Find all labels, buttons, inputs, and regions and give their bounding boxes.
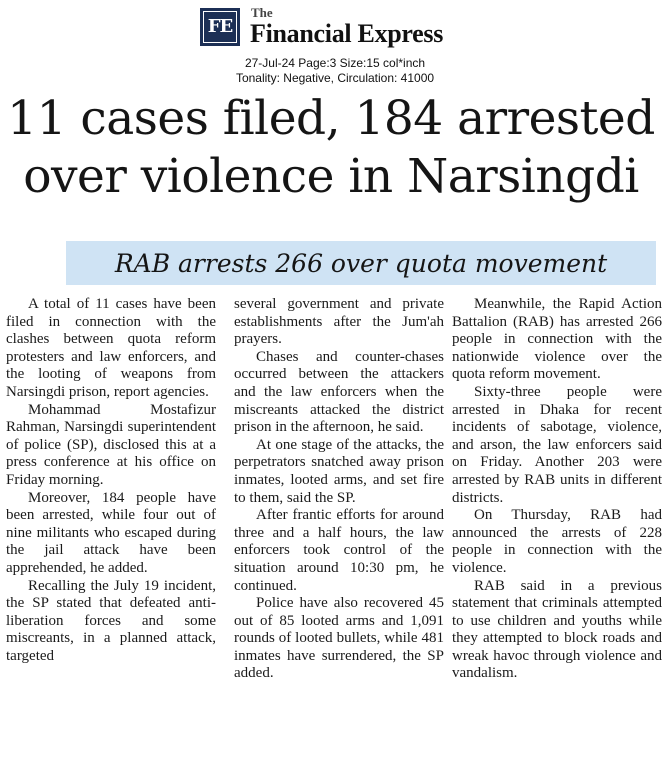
- paragraph: Moreover, 184 people have been arrested, while four out of nine militants who escaped during the jail attack have been apprehended, he added.: [6, 489, 216, 576]
- masthead-the: The: [251, 5, 273, 20]
- paragraph: Recalling the July 19 incident, the SP stated that defeated anti-liberation forces and some miscreants, in a planned attack, targeted: [6, 577, 216, 664]
- paragraph: Chases and counter-chases occurred between the attackers and the law enforcers when the miscreants attacked the district prison in the afternoon, he said.: [234, 348, 444, 436]
- masthead: [200, 6, 470, 50]
- paragraph: Sixty-three people were arrested in Dhaka for recent incidents of sabotage, violence, and arson, the law enforcers said on Friday. Another 203 were arrested by RAB units in different districts.: [452, 383, 662, 506]
- newspaper-name: Financial Express: [250, 19, 444, 48]
- paragraph: At one stage of the attacks, the perpetrators snatched away prison inmates, looted arms, and set fire to them, said the SP.: [234, 436, 444, 506]
- article-headline: 11 cases filed, 184 arrested over violence in Narsingdi: [7, 91, 655, 204]
- fe-logo-icon: [200, 8, 240, 46]
- subheadline-bar: [66, 241, 656, 285]
- paragraph: After frantic efforts for around three and a half hours, the law enforcers took control of the situation around 10:30 pm, he continued.: [234, 507, 444, 594]
- paragraph: Police have also recovered 45 out of 85 looted arms and 1,091 rounds of looted bullets, while 481 inmates have surrendered, the SP added.: [234, 595, 444, 682]
- paragraph: Mohammad Mostafizur Rahman, Narsingdi superintendent of police (SP), disclosed this at a press conference at his office on Friday morning.: [6, 401, 216, 488]
- article-column-2: [234, 296, 444, 768]
- paragraph: RAB said in a previous statement that criminals attempted to use children and youths while they attempted to block roads and wreak havoc through violence and vandalism.: [452, 577, 662, 682]
- article-body: [6, 296, 662, 768]
- fe-logo-text: FE: [203, 11, 237, 43]
- clip-tonality-circulation: Tonality: Negative, Circulation: 41000: [235, 71, 435, 85]
- paragraph: several government and private establishments after the Jum'ah prayers.: [234, 296, 444, 348]
- article-subheadline: RAB arrests 266 over quota movement: [114, 248, 608, 278]
- article-column-1: [6, 296, 216, 768]
- paragraph: A total of 11 cases have been filed in connection with the clashes between quota reform protesters and law enforcers, and the looting of weapons from Narsingdi prison, report agencies.: [6, 296, 216, 400]
- paragraph: On Thursday, RAB had announced the arrests of 228 people in connection with the violence.: [452, 507, 662, 576]
- paragraph: Meanwhile, the Rapid Action Battalion (RAB) has arrested 266 people in connection with the nationwide violence over the quota reform movement.: [452, 296, 662, 383]
- clip-date-page-size: 27-Jul-24 Page:3 Size:15 col*inch: [244, 56, 426, 70]
- article-column-3: [452, 296, 662, 768]
